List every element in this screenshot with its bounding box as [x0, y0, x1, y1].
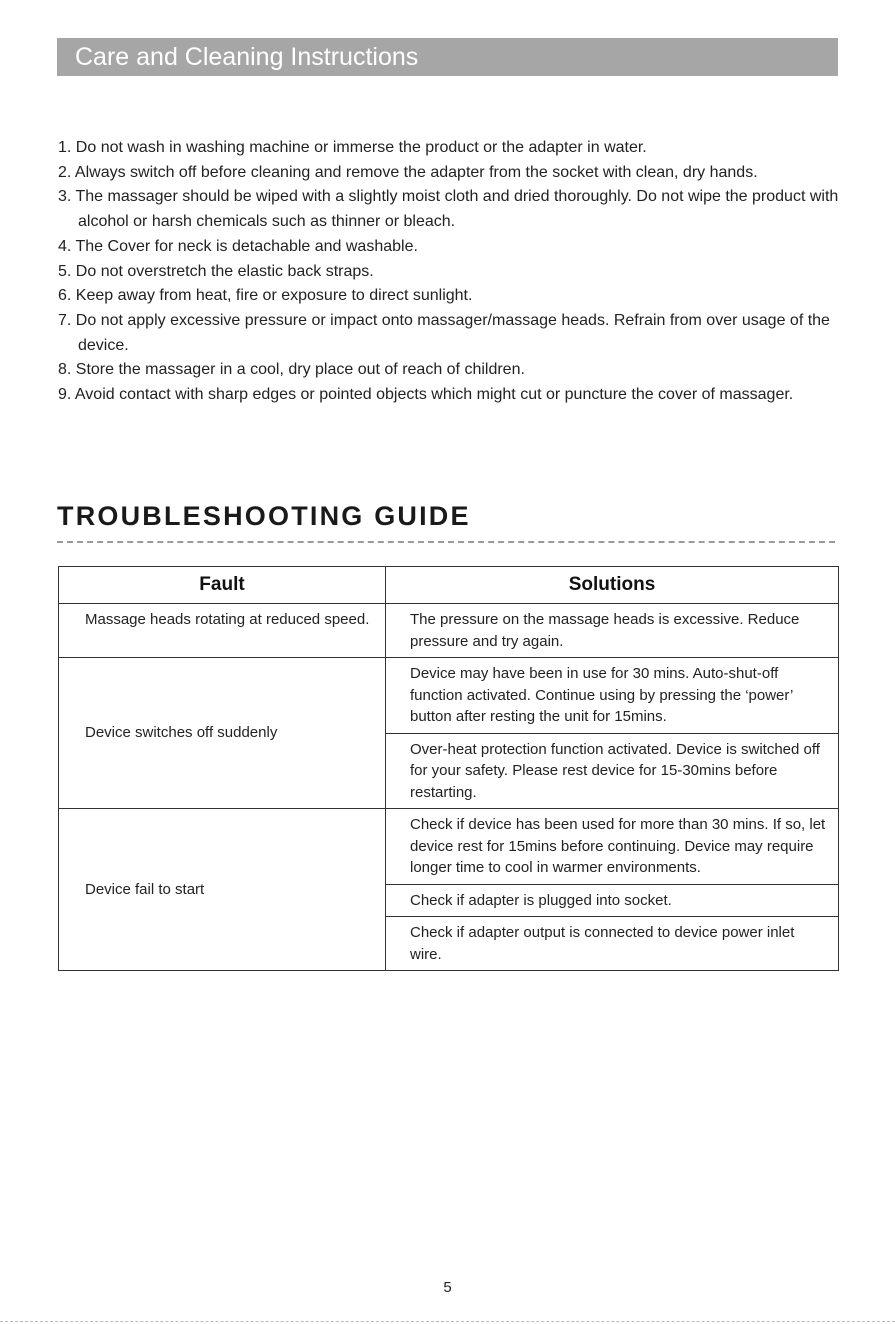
table-row — [59, 658, 839, 734]
table-header-row — [59, 567, 839, 604]
bottom-dashed-rule — [0, 1321, 895, 1322]
care-item-5: 5. Do not overstretch the elastic back straps. — [58, 262, 374, 280]
care-item-3: 3. The massager should be wiped with a slightly moist cloth and dried thoroughly. Do not wipe the product with alcohol or harsh chemicals such as thinner or bleach. — [58, 188, 839, 231]
solution-cell: Device may have been in use for 30 mins. Auto-shut-off function activated. Continue using by pressing the ‘power’ button after resting the unit for 15mins. — [386, 658, 839, 734]
section-banner — [57, 38, 838, 76]
dashed-divider — [57, 541, 835, 543]
care-item-1: 1. Do not wash in washing machine or immerse the product or the adapter in water. — [58, 139, 647, 156]
solution-cell: Over-heat protection function activated. Device is switched off for your safety. Please rest device for 15-30mins before restarting. — [386, 733, 839, 809]
care-instructions-list — [58, 136, 848, 408]
fault-column-header: Fault — [59, 567, 386, 604]
care-item-4: 4. The Cover for neck is detachable and washable. — [58, 237, 418, 255]
solutions-column-header: Solutions — [386, 567, 839, 604]
care-item-6: 6. Keep away from heat, fire or exposure to direct sunlight. — [58, 287, 473, 305]
solution-cell: Check if adapter output is connected to device power inlet wire. — [386, 917, 839, 971]
fault-cell: Device fail to start — [59, 809, 386, 971]
care-item-7: 7. Do not apply excessive pressure or impact onto massager/massage heads. Refrain from over usage of the device. — [58, 311, 830, 354]
solution-cell: Check if device has been used for more than 30 mins. If so, let device rest for 15mins before continuing. Device may require longer time to cool in warmer environments. — [386, 809, 839, 885]
table-row — [59, 604, 839, 658]
solution-cell: The pressure on the massage heads is excessive. Reduce pressure and try again. — [386, 604, 839, 658]
care-item-8: 8. Store the massager in a cool, dry place out of reach of children. — [58, 361, 525, 379]
page-number: 5 — [443, 1279, 452, 1296]
care-item-9: 9. Avoid contact with sharp edges or pointed objects which might cut or puncture the cover of massager. — [58, 386, 794, 404]
troubleshooting-table — [58, 566, 839, 971]
table-row — [59, 809, 839, 885]
troubleshooting-title: TROUBLESHOOTING GUIDE — [57, 501, 471, 531]
care-cleaning-title: Care and Cleaning Instructions — [75, 43, 419, 71]
fault-cell: Massage heads rotating at reduced speed. — [59, 604, 386, 658]
care-item-2: 2. Always switch off before cleaning and remove the adapter from the socket with clean, dry hands. — [58, 163, 758, 181]
fault-cell: Device switches off suddenly — [59, 658, 386, 809]
solution-cell: Check if adapter is plugged into socket. — [386, 884, 839, 917]
